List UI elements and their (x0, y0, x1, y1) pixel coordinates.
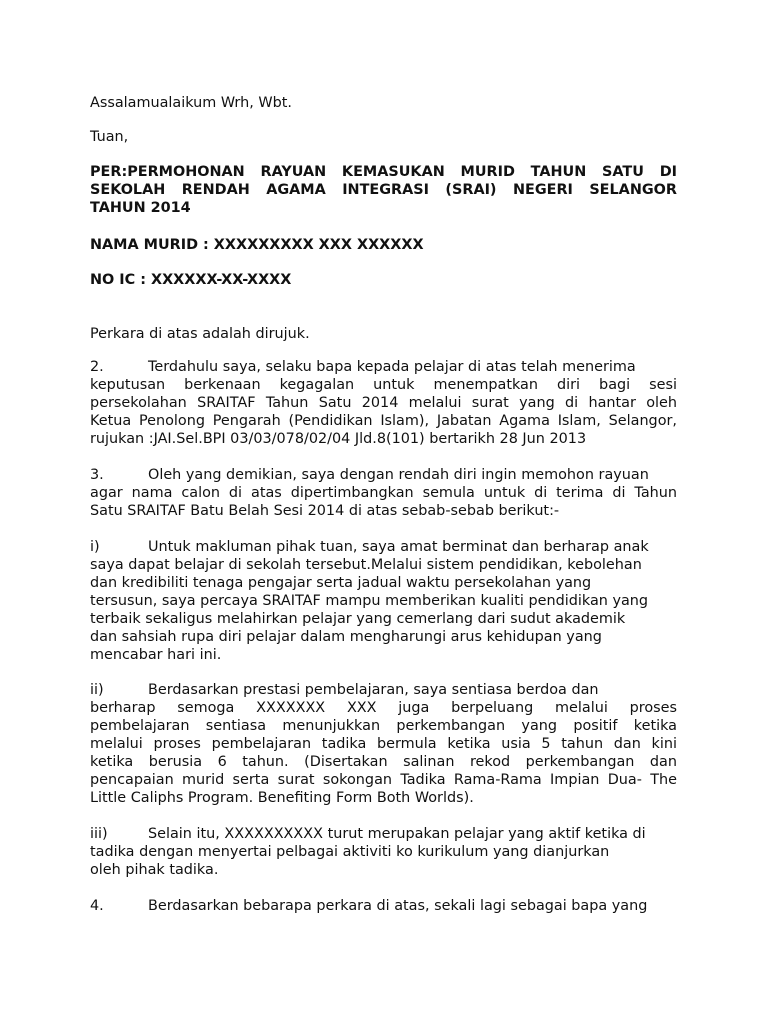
para2-line-5: rujukan :JAI.Sel.BPI 03/03/078/02/04 Jld.8(101) bertarikh 28 Jun 2013 (90, 431, 587, 447)
item-i-line-5: terbaik sekaligus melahirkan pelajar yang cemerlang dari sudut akademik (90, 611, 626, 627)
item-iii-first-line (90, 825, 646, 843)
item-iii-line-1: Selain itu, XXXXXXXXXX turut merupakan pelajar yang aktif ketika di (148, 826, 646, 842)
item-ii-line-6: pencapaian murid serta surat sokongan Tadika Rama-Rama Impian Dua- The (90, 772, 677, 788)
para2-line-2: keputusan berkenaan kegagalan untuk menempatkan diri bagi sesi (90, 377, 677, 393)
item-ii-line-5: ketika berusia 6 tahun. (Disertakan salinan rekod perkembangan dan (90, 754, 677, 770)
item-i-line-3: dan kredibiliti tenaga pengajar serta jadual waktu persekolahan yang (90, 575, 592, 591)
item-ii-first-line (90, 681, 677, 699)
intro-text: Perkara di atas adalah dirujuk. (90, 326, 310, 342)
para4-first-line (90, 897, 647, 915)
item-iii-line-2: tadika dengan menyertai pelbagai aktiviti ko kurikulum yang dianjurkan (90, 844, 610, 860)
item-i-line-1: Untuk makluman pihak tuan, saya amat berminat dan berharap anak (148, 539, 649, 555)
item-iii-number: iii) (90, 826, 108, 842)
para2-number: 2. (90, 359, 104, 375)
item-i-line-2: saya dapat belajar di sekolah tersebut.Melalui sistem pendidikan, kebolehan (90, 557, 642, 573)
subject-line-2: SEKOLAH RENDAH AGAMA INTEGRASI (SRAI) NEGERI SELANGOR (90, 182, 677, 198)
subject-line-3: TAHUN 2014 (90, 200, 191, 216)
item-ii-line-3: pembelajaran sentiasa menunjukkan perkembangan yang positif ketika (90, 718, 677, 734)
item-ii-line-4: melalui proses pembelajaran tadika bermula ketika usia 5 tahun dan kini (90, 736, 677, 752)
para3-line-3: Satu SRAITAF Batu Belah Sesi 2014 di atas sebab-sebab berikut:- (90, 503, 560, 519)
student-name: NAMA MURID : XXXXXXXXX XXX XXXXXX (90, 237, 424, 253)
item-i-number: i) (90, 539, 100, 555)
item-i-line-7: mencabar hari ini. (90, 647, 222, 663)
item-ii-line-2: berharap semoga XXXXXXX XXX juga berpeluang melalui proses (90, 700, 677, 716)
item-i-line-4: tersusun, saya percaya SRAITAF mampu memberikan kualiti pendidikan yang (90, 593, 649, 609)
para4-line-1: Berdasarkan bebarapa perkara di atas, sekali lagi sebagai bapa yang (148, 898, 648, 914)
item-ii-number: ii) (90, 682, 104, 698)
para3-line-1: Oleh yang demikian, saya dengan rendah diri ingin memohon rayuan (148, 467, 649, 483)
para2-line-3: persekolahan SRAITAF Tahun Satu 2014 melalui surat yang di hantar oleh (90, 395, 677, 411)
item-iii-line-3: oleh pihak tadika. (90, 862, 219, 878)
item-i-line-6: dan sahsiah rupa diri pelajar dalam mengharungi arus kehidupan yang (90, 629, 602, 645)
para4-number: 4. (90, 898, 104, 914)
subject-line-1: PER:PERMOHONAN RAYUAN KEMASUKAN MURID TAHUN SATU DI (90, 164, 677, 180)
addressee: Tuan, (90, 129, 129, 145)
item-ii-line-7: Little Caliphs Program. Benefiting Form Both Worlds). (90, 790, 474, 806)
para3-first-line (90, 466, 649, 484)
item-i-first-line (90, 538, 649, 556)
para2-line-1: Terdahulu saya, selaku bapa kepada pelajar di atas telah menerima (148, 359, 636, 375)
student-ic: NO IC : XXXXXX-XX-XXXX (90, 272, 292, 288)
para3-number: 3. (90, 467, 104, 483)
para2-line-4: Ketua Penolong Pengarah (Pendidikan Islam), Jabatan Agama Islam, Selangor, (90, 413, 677, 429)
para2-first-line (90, 358, 677, 376)
salutation: Assalamualaikum Wrh, Wbt. (90, 95, 292, 111)
item-ii-line-1: Berdasarkan prestasi pembelajaran, saya sentiasa berdoa dan (148, 682, 599, 698)
para3-line-2: agar nama calon di atas dipertimbangkan semula untuk di terima di Tahun (90, 485, 677, 501)
